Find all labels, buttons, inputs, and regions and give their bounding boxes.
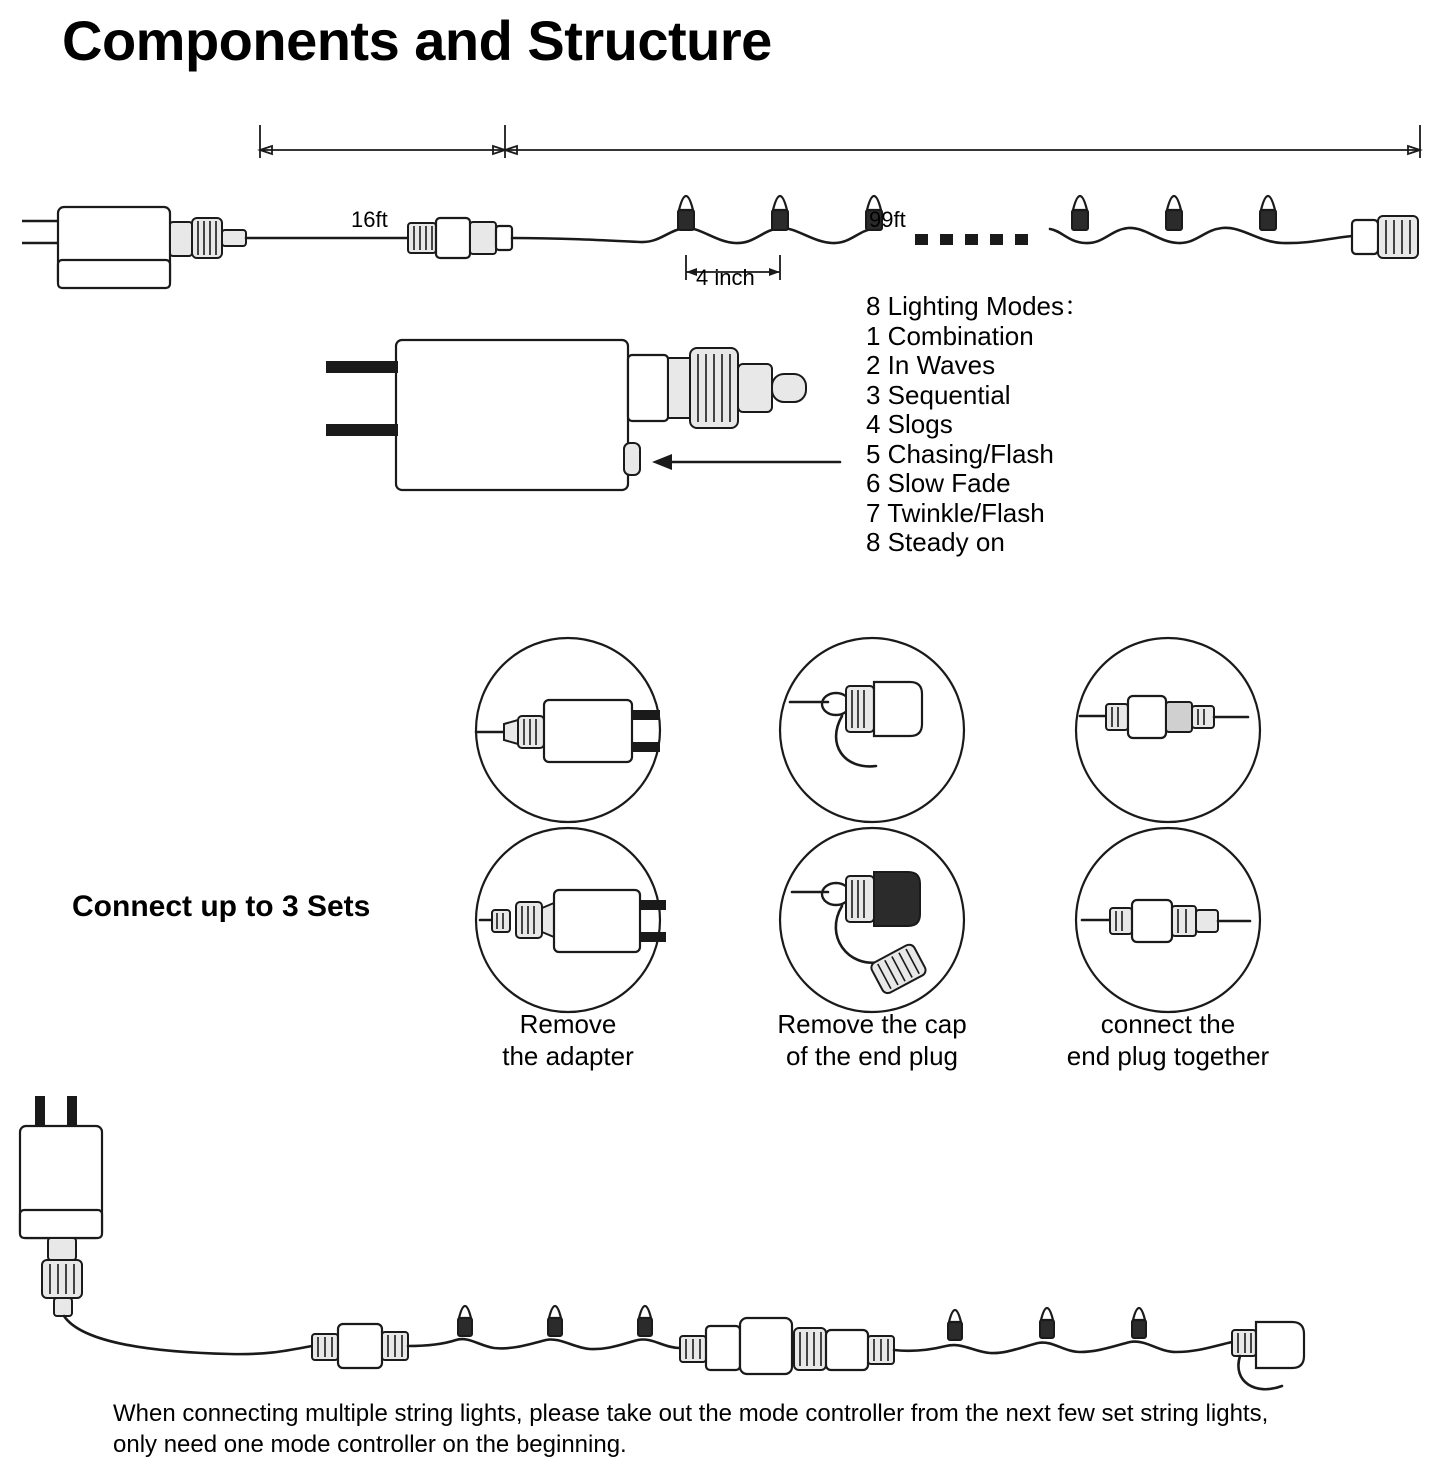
lighting-modes-list [866,292,1090,558]
bottom-bulb-group-left [458,1306,652,1336]
top-assembly-diagram [0,90,1445,430]
lighting-mode-item: 4 Slogs [866,409,953,439]
step-circle-remove-adapter-bottom [476,828,666,1012]
step-circle-connect-plugs-top [1076,638,1260,822]
step-caption-connect-plugs [1018,1008,1318,1072]
lighting-modes-heading: 8 Lighting Modes： [866,291,1091,321]
bulb-spacing-label: 4 inch [696,265,755,290]
lighting-mode-item: 8 Steady on [866,527,1005,557]
connect-sets-label: Connect up to 3 Sets [72,890,371,923]
step-circle-connect-plugs-bottom [1076,828,1260,1012]
caption-line: end plug together [1066,1041,1270,1071]
bulb-group [678,196,1276,230]
lighting-mode-item: 3 Sequential [866,379,1011,410]
mode-controller [326,340,840,490]
caption-line: Remove [519,1009,617,1039]
lighting-mode-item: 7 Twinkle/Flash [866,497,1045,528]
dimension-lines [260,125,1420,158]
footnote-text [113,1398,1343,1460]
bottom-power-adapter [20,1096,102,1316]
footnote-line-2: only need one mode controller on the beginning. [113,1431,627,1458]
caption-line: connect the [1100,1009,1236,1039]
page-title: Components and Structure [62,9,772,72]
dimension-label-right: 99ft [869,207,906,232]
caption-line: the adapter [502,1041,634,1071]
step-circle-remove-cap-bottom [780,828,964,1012]
bottom-bulb-group-right [948,1308,1146,1340]
lighting-mode-item: 5 Chasing/Flash [866,438,1054,469]
caption-line: of the end plug [785,1041,959,1071]
dimension-label-left: 16ft [351,207,388,232]
step-circle-remove-adapter-top [476,638,660,822]
middle-coupling-block [680,1318,894,1374]
lighting-mode-item: 1 Combination [866,320,1034,351]
footnote-line-1: When connecting multiple string lights, please take out the mode controller from the next few set string lights, [113,1400,1269,1427]
lighting-mode-item: 2 In Waves [866,350,996,380]
caption-line: Remove the cap [777,1009,967,1039]
lighting-mode-item: 6 Slow Fade [866,468,1011,498]
step-caption-remove-adapter [418,1008,718,1072]
inline-connector-left [408,218,512,258]
multi-set-connection-diagram [0,1090,1445,1400]
step-circle-remove-cap-top [780,638,964,822]
end-plug [1352,216,1418,258]
step-caption-remove-cap [722,1008,1022,1072]
bottom-end-plug [1232,1322,1304,1389]
string-ellipsis [915,234,1028,245]
power-adapter [22,207,246,288]
inline-connector-1 [312,1324,408,1368]
